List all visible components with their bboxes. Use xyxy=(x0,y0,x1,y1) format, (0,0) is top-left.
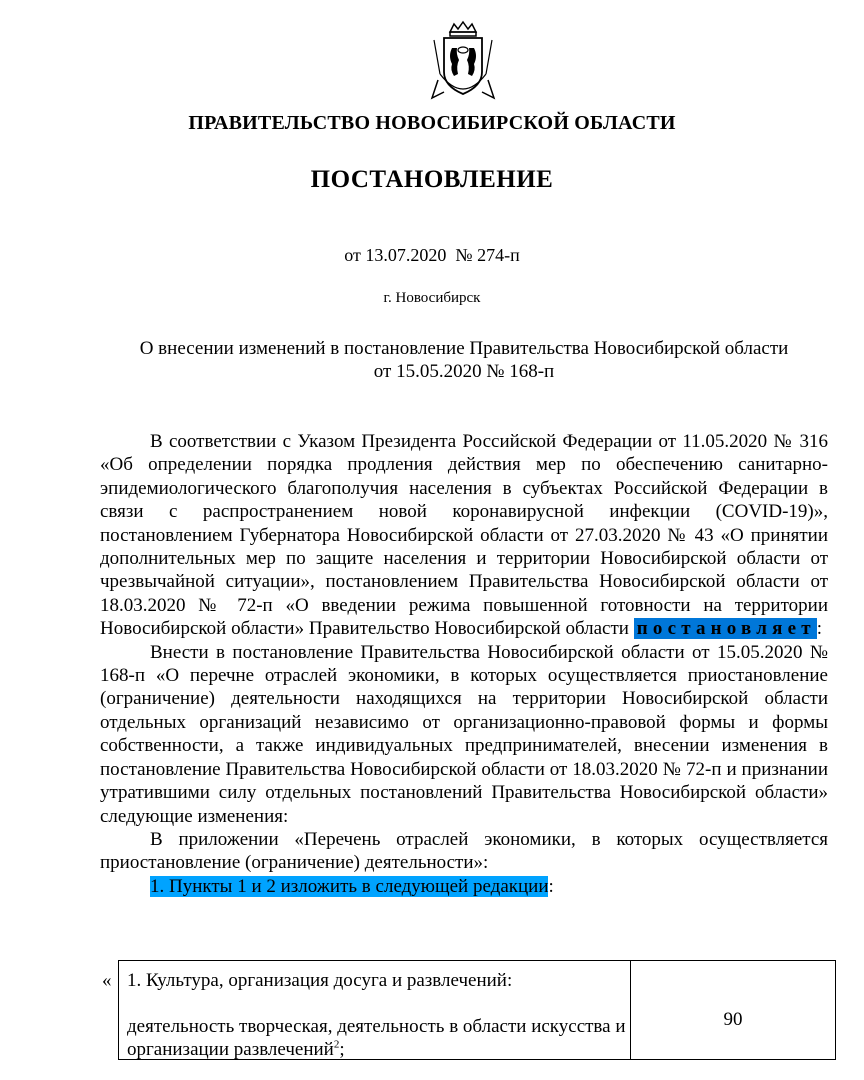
subject-line-2: от 15.05.2020 № 168-п xyxy=(373,361,555,382)
document-number: № 274-п xyxy=(455,245,520,265)
annex-paragraph: В приложении «Перечень отраслей экономики, в которых осуществляется приостановление (ограничение) деятельности»: xyxy=(100,828,828,874)
document-city: г. Новосибирск xyxy=(383,290,481,306)
opening-quote: « xyxy=(102,970,112,991)
preamble-text: В соответствии с Указом Президента Российской Федерации от 11.05.2020 № 316 «Об определении порядка продления действия мер по обеспечению санитарно-эпидемиологического благополучия населения в субъектах Российской Федерации в связи с распространением новой коронавирусной инфекции (COVID-19)», постановлением Губернатора Новосибирской области от 27.03.2020 № 43 «О принятии дополнительных мер по защите населения и территории Новосибирской области от чрезвычайной ситуации», постановлением Правительства Новосибирской области от 18.03.2020 № 72-п «О введении режима повышенной готовности на территории Новосибирской области» Правительство Новосибирской области xyxy=(100,431,828,640)
resolves-keyword: постановляет xyxy=(634,618,817,639)
item-1-text: 1. Пункты 1 и 2 изложить в следующей редакции xyxy=(150,875,549,897)
document-body xyxy=(100,430,828,898)
item-1-paragraph: 1. Пункты 1 и 2 изложить в следующей редакции: xyxy=(150,875,554,897)
coat-of-arms-icon xyxy=(430,20,496,102)
subject-line-1: О внесении изменений в постановление Правительства Новосибирской области xyxy=(139,338,789,359)
document-date-number xyxy=(0,245,864,266)
government-name: ПРАВИТЕЛЬСТВО НОВОСИБИРСКОЙ ОБЛАСТИ xyxy=(188,112,676,134)
table-cell-sector xyxy=(119,961,631,1059)
footnote-marker: 2 xyxy=(333,1038,340,1051)
table-row-detail: деятельность творческая, деятельность в области искусства и организации развлечений$^2$; xyxy=(127,1016,626,1060)
document-subject xyxy=(100,337,828,383)
document-type-title: ПОСТАНОВЛЕНИЕ xyxy=(310,166,554,193)
table-row-heading: 1. Культура, организация досуга и развлечений: xyxy=(127,970,513,991)
document-date: от 13.07.2020 xyxy=(344,245,447,265)
amendment-paragraph: Внести в постановление Правительства Новосибирской области от 15.05.2020 № 168-п «О перечне отраслей экономики, в которых осуществляется приостановление (ограничение) деятельности находящихся на территории Новосибирской области отдельных организаций независимо от организационно-правовой формы и формы собственности, а также индивидуальных предпринимателей, внесении изменения в постановление Правительства Новосибирской области от 18.03.2020 № 72-п и признании утратившими силу отдельных постановлений Правительства Новосибирской области» следующие изменения: xyxy=(100,641,828,827)
sectors-table xyxy=(118,960,836,1060)
preamble-paragraph: В соответствии с Указом Президента Российской Федерации от 11.05.2020 № 316 «Об определении порядка продления действия мер по обеспечению санитарно-эпидемиологического благополучия населения в субъектах Российской Федерации в связи с распространением новой коронавирусной инфекции (COVID-19)», постановлением Губернатора Новосибирской области от 27.03.2020 № 43 «О принятии дополнительных мер по защите населения и территории Новосибирской области от чрезвычайной ситуации», постановлением Правительства Новосибирской области от 18.03.2020 № 72-п «О введении режима повышенной готовности на территории Новосибирской области» Правительство Новосибирской области постановляет: xyxy=(100,431,828,640)
table-cell-value: 90 xyxy=(723,1009,743,1030)
